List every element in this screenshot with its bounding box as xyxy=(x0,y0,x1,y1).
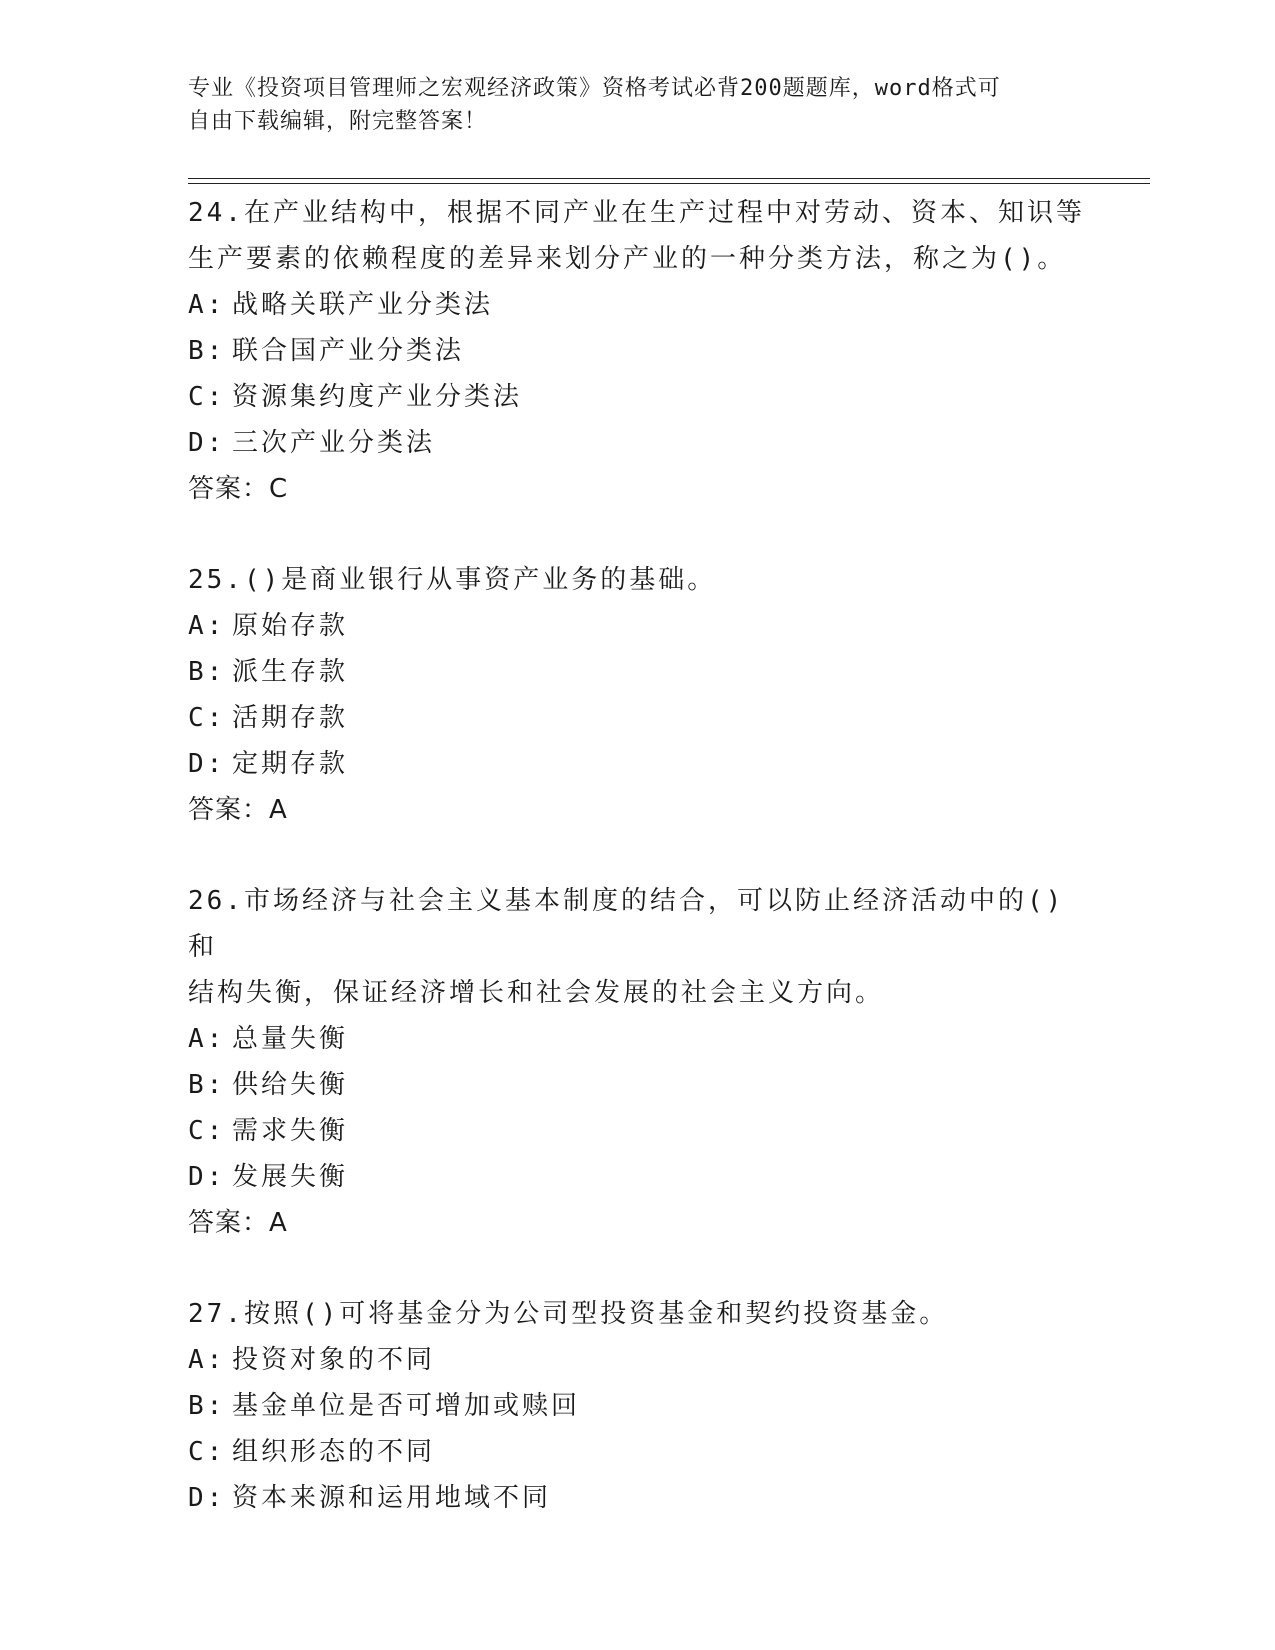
question-25 xyxy=(188,557,1088,833)
answer-label: 答案： xyxy=(188,474,270,504)
option-text: 组织形态的不同 xyxy=(232,1437,436,1467)
header-divider-top xyxy=(188,178,1150,179)
option-key: D: xyxy=(188,1483,226,1513)
option-text: 活期存款 xyxy=(232,703,349,733)
question-24 xyxy=(188,190,1088,512)
question-list xyxy=(188,190,1088,1521)
option-text: 定期存款 xyxy=(232,749,349,779)
option-key: B: xyxy=(188,336,226,366)
answer-line xyxy=(188,1200,1088,1246)
question-stem-line: 结构失衡，保证经济增长和社会发展的社会主义方向。 xyxy=(188,978,885,1008)
answer-value: C xyxy=(269,474,289,504)
option-key: A: xyxy=(188,1345,226,1375)
option-text: 三次产业分类法 xyxy=(232,428,436,458)
option-text: 原始存款 xyxy=(232,611,349,641)
question-stem-line: 生产要素的依赖程度的差异来划分产业的一种分类方法，称之为()。 xyxy=(188,244,1067,274)
option-text: 联合国产业分类法 xyxy=(232,336,465,366)
question-26 xyxy=(188,878,1088,1246)
answer-value: A xyxy=(269,795,288,825)
option-a xyxy=(188,1337,1088,1383)
question-spacer xyxy=(188,1246,1088,1291)
document-header xyxy=(188,72,1088,138)
option-key: B: xyxy=(188,657,226,687)
option-text: 战略关联产业分类法 xyxy=(232,290,494,320)
option-c xyxy=(188,1108,1088,1154)
option-key: B: xyxy=(188,1391,226,1421)
option-text: 派生存款 xyxy=(232,657,349,687)
option-text: 供给失衡 xyxy=(232,1070,349,1100)
option-key: A: xyxy=(188,611,226,641)
question-27 xyxy=(188,1291,1088,1521)
option-text: 资源集约度产业分类法 xyxy=(232,382,523,412)
question-stem-line: 24.在产业结构中，根据不同产业在生产过程中对劳动、资本、知识等 xyxy=(188,198,1085,228)
option-text: 投资对象的不同 xyxy=(232,1345,436,1375)
option-key: D: xyxy=(188,749,226,779)
option-d xyxy=(188,1154,1088,1200)
option-b xyxy=(188,649,1088,695)
option-key: C: xyxy=(188,1437,226,1467)
option-key: A: xyxy=(188,290,226,320)
option-c xyxy=(188,695,1088,741)
option-d xyxy=(188,741,1088,787)
question-stem-line: 27.按照()可将基金分为公司型投资基金和契约投资基金。 xyxy=(188,1299,949,1329)
question-spacer xyxy=(188,512,1088,557)
option-c xyxy=(188,374,1088,420)
option-key: C: xyxy=(188,1116,226,1146)
option-text: 总量失衡 xyxy=(232,1024,349,1054)
option-key: A: xyxy=(188,1024,226,1054)
option-text: 需求失衡 xyxy=(232,1116,349,1146)
option-key: D: xyxy=(188,428,226,458)
question-spacer xyxy=(188,833,1088,878)
option-text: 基金单位是否可增加或赎回 xyxy=(232,1391,581,1421)
answer-line xyxy=(188,466,1088,512)
answer-value: A xyxy=(269,1208,288,1238)
option-c xyxy=(188,1429,1088,1475)
option-d xyxy=(188,420,1088,466)
option-a xyxy=(188,603,1088,649)
option-b xyxy=(188,1062,1088,1108)
header-line-1: 专业《投资项目管理师之宏观经济政策》资格考试必背200题题库，word格式可 xyxy=(188,76,1001,101)
option-key: C: xyxy=(188,703,226,733)
option-a xyxy=(188,282,1088,328)
option-a xyxy=(188,1016,1088,1062)
answer-label: 答案： xyxy=(188,1208,270,1238)
option-b xyxy=(188,328,1088,374)
option-d xyxy=(188,1475,1088,1521)
option-text: 资本来源和运用地域不同 xyxy=(232,1483,552,1513)
answer-label: 答案： xyxy=(188,795,270,825)
header-divider-bottom xyxy=(188,183,1150,184)
option-text: 发展失衡 xyxy=(232,1162,349,1192)
question-stem-line: 25.()是商业银行从事资产业务的基础。 xyxy=(188,565,717,595)
header-line-2: 自由下载编辑，附完整答案！ xyxy=(188,109,488,134)
option-key: B: xyxy=(188,1070,226,1100)
question-stem-line: 26.市场经济与社会主义基本制度的结合，可以防止经济活动中的()和 xyxy=(188,886,1065,962)
option-b xyxy=(188,1383,1088,1429)
option-key: C: xyxy=(188,382,226,412)
option-key: D: xyxy=(188,1162,226,1192)
answer-line xyxy=(188,787,1088,833)
